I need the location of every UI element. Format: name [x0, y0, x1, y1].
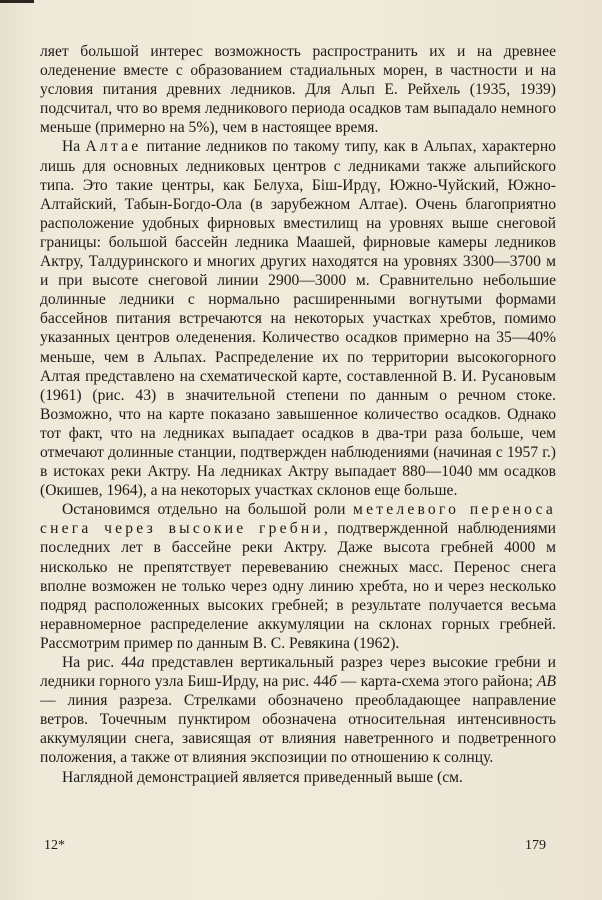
paragraph-2	[40, 137, 556, 500]
paragraph-4-part-2: представлен вертикальный разрез через высокие гребни и ледники горного узла Биш-Ирду, на рис. 44	[40, 654, 556, 691]
paragraph-4-body: — линия разреза. Стрелками обозначено преобладающее направление ветров. Точечным пунктиром обозначена относительная интенсивность аккумуляции снега, зависящая от влияния наветренного и подветренного положения, а также от влияния экспозиции по отношению к солнцу.	[40, 692, 556, 767]
paragraph-4-part-3: — карта-схема этого района;	[336, 673, 537, 691]
spaced-term-altai: Алтае	[85, 138, 142, 156]
paragraph-3	[40, 500, 556, 653]
paragraph-4-start: На рис. 44	[62, 654, 137, 671]
figure-letter-a: а	[136, 654, 145, 671]
body-text	[40, 42, 556, 787]
paragraph-2-body: питание ледников по такому типу, как в Альпах, характерно лишь для основных ледниковых центров с ледниками также альпийского типа. Это такие центры, как Белуха, Бiш-Ирдү, Южно-Чуйский, Южно-Алтайский, Табын-Богдо-Ола (в зарубежном Алтае). Очень благоприятно расположение удобных фирновых вместилищ на уровнях выше снеговой границы: большой бассейн ледника Маашей, фирновые камеры ледников Актру, Талдуринского и многих других находятся на уровнях 3300—3700 м и при высоте снеговой линии 2900—3000 м. Сравнительно небольшие долинные ледники с нормально расширенными вогнутыми формами бассейнов питания встречаются на некоторых участках хребтов, помимо указанных центров оледенения. Количество осадков примерно на 35—40% меньше, чем в Альпах. Распределение их по территории высокогорного Алтая представлено на схематической карте, составленной В. И. Русановым (1961) (рис. 43) в значительной степени по данным о речном стоке. Возможно, что на карте показано завышенное количество осадков. Однако тот факт, что на ледниках выпадает осадков в два-три раза больше, чем отмечают долинные станции, подтвержден наблюдениями (начиная с 1957 г.) в истоках реки Актру. На ледниках Актру выпадает 880—1040 мм осадков (Окишев, 1964), а на некоторых участках склонов еще больше.	[40, 138, 556, 500]
paragraph-2-start: На	[62, 138, 86, 156]
signature-mark: 12*	[44, 838, 65, 853]
paragraph-1: ляет большой интерес возможность распространить их и на древнее оледенение вместе с образованием стадиальных морен, в частности и на условия питания древних ледников. Для Альп Е. Рейхель (1935, 1939) подсчитал, что во время ледникового периода осадков там выпадало немного меньше (примерно на 5%), чем в настоящее время.	[40, 43, 556, 137]
figure-letter-b: б	[329, 673, 337, 691]
paragraph-4	[40, 653, 556, 768]
paragraph-3-body: , подтвержденной наблюдениями последних лет в бассейне реки Актру. Даже высота гребней 4000 м нисколько не препятствует перевеванию снежных масс. Перенос снега вполне возможен не только через одну линию хребта, но и через несколько подряд расположенных высоких гребней; в результате получается весьма неравномерное распределение аккумуляции на склонах горных гребней. Рассмотрим пример по данным В. С. Ревякина (1962).	[40, 520, 556, 652]
paragraph-5: Наглядной демонстрацией является приведенный выше (см.	[62, 768, 463, 786]
paragraph-3-start: Остановимся отдельно на большой роли	[62, 501, 354, 519]
page-number: 179	[525, 838, 546, 853]
section-line-label: АВ	[536, 673, 556, 691]
page-edge-mark	[0, 0, 34, 3]
spaced-term-snow-transport: метелевого переноса снега через высокие гребни	[40, 501, 556, 538]
